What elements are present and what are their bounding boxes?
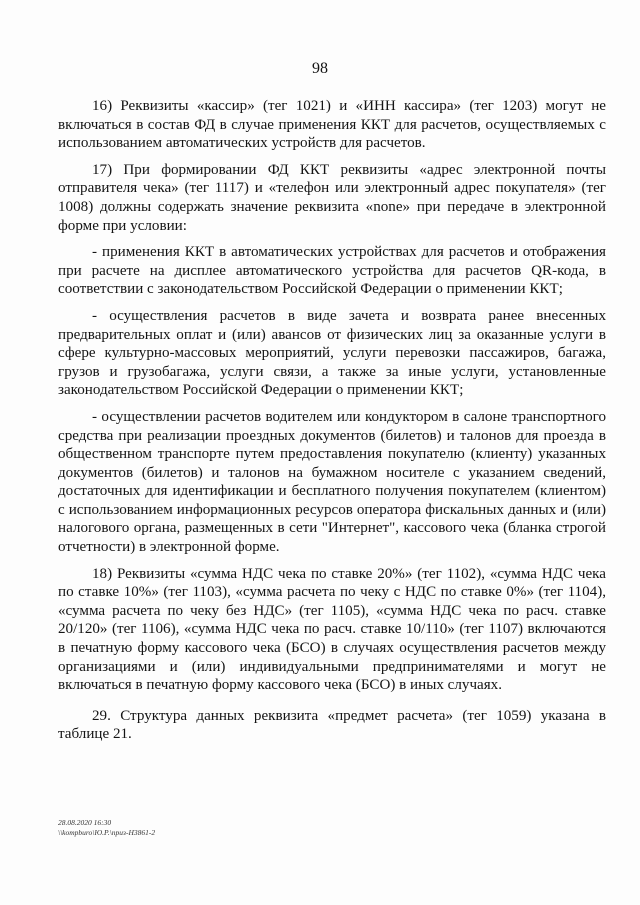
list-item-transport: - осуществлении расчетов водителем или кондуктором в салоне транспортного средства при реализации проездных документов (билетов) и талонов для проезда в общественном транспорте путем предоставления покупателю (клиенту) указанных документов (билетов) и талонов на бумажном носителе с указанием сведений, достаточных для идентификации и бесплатного получения покупателем (клиентом) с использованием информационных ресурсов оператора фискальных данных и (или) налогового органа, размещенных в сети "Интернет", кассового чека (бланка строгой отчетности) в электронной форме. xyxy=(58,408,606,556)
paragraph-17: 17) При формировании ФД ККТ реквизиты «адрес электронной почты отправителя чека» (тег 1117) и «телефон или электронный адрес покупателя» (тег 1008) должны содержать значение реквизита «none» при передаче в электронной форме при условии: xyxy=(58,161,606,234)
list-item-qr-code: - применения ККТ в автоматических устройствах для расчетов и отображения при расчете на дисплее автоматического устройства для расчетов QR-кода, в соответствии с законодательством Российской Федерации о применении ККТ; xyxy=(58,244,606,298)
document-body xyxy=(58,97,606,752)
paragraph-18: 18) Реквизиты «сумма НДС чека по ставке 20%» (тег 1102), «сумма НДС чека по ставке 10%» (тег 1103), «сумма расчета по чеку с НДС по ставке 0%» (тег 1104), «сумма расчета по чеку без НДС» (тег 1105), «сумма НДС чека по расч. ставке 20/120» (тег 1106), «сумма НДС чека по расч. ставке 10/110» (тег 1107) включаются в печатную форму кассового чека (БСО) в случаях осуществления расчетов между организациями и (или) индивидуальными предпринимателями и могут не включаться в печатную форму кассового чека (БСО) в иных случаях. xyxy=(58,565,606,694)
footer-stamp xyxy=(58,818,155,838)
footer-date: 28.08.2020 16:30 xyxy=(58,818,112,827)
list-item-offset-advances: - осуществления расчетов в виде зачета и возврата ранее внесенных предварительных оплат и (или) авансов от физических лиц за оказанные услуги в сфере культурно-массовых мероприятий, услуги перевозки пассажиров, багажа, грузов и грузобагажа, услуги связи, а также за иные услуги, установленные законодательством Российской Федерации о применении ККТ; xyxy=(58,307,606,399)
page-number: 98 xyxy=(312,60,328,77)
footer-file-path: \\kompburo\Ю.Р.\приз-Н3861-2 xyxy=(58,828,156,837)
paragraph-16: 16) Реквизиты «кассир» (тег 1021) и «ИНН кассира» (тег 1203) могут не включаться в состав ФД в случае применения ККТ для расчетов, осуществляемых с использованием автоматических устройств для расчетов. xyxy=(58,98,606,152)
paragraph-29: 29. Структура данных реквизита «предмет расчета» (тег 1059) указана в таблице 21. xyxy=(58,707,606,743)
